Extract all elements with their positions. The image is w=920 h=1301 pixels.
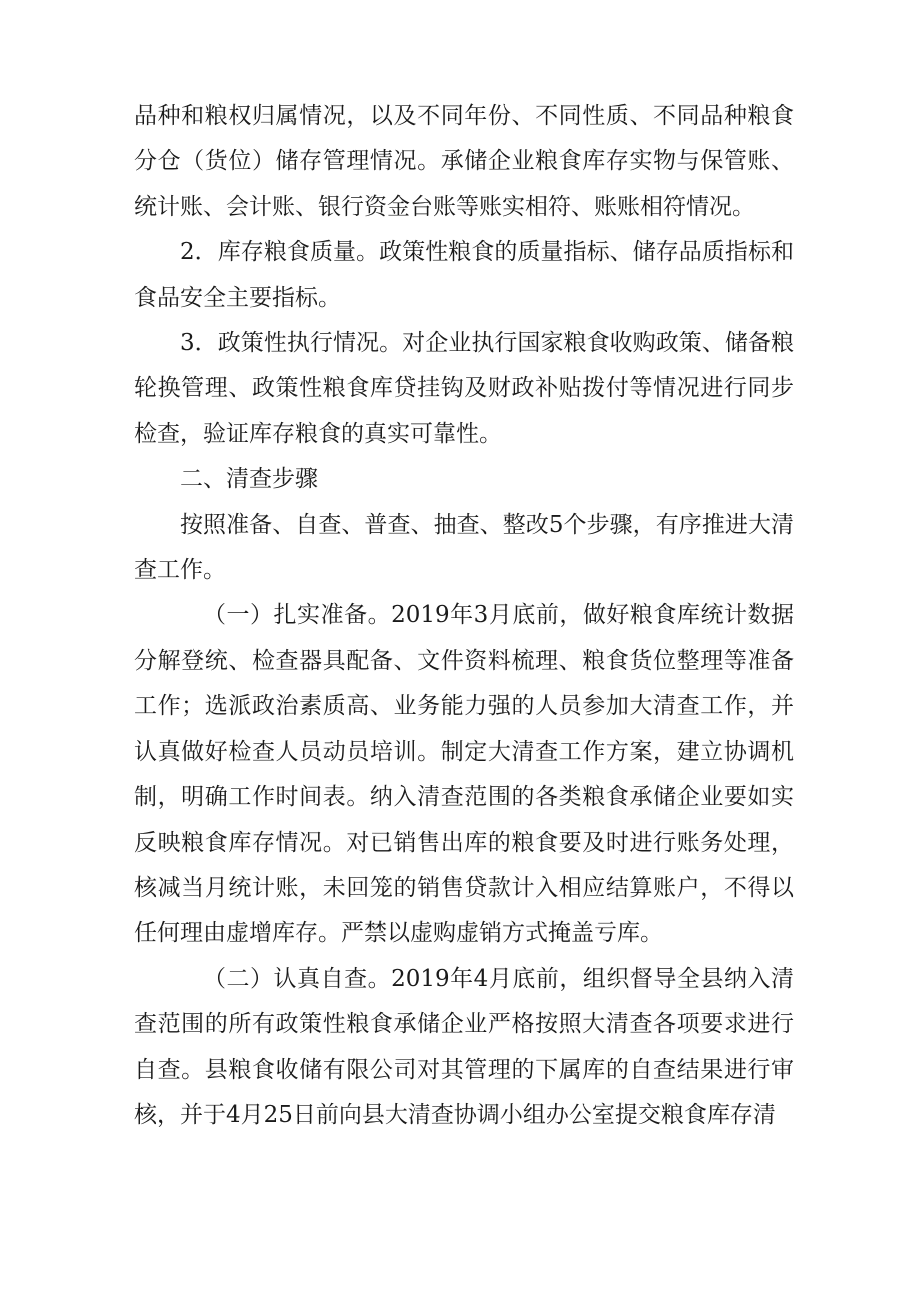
paragraph-grain-quality: 2．库存粮食质量。政策性粮食的质量指标、储存品质指标和食品安全主要指标。 — [134, 239, 794, 311]
paragraph-inventory-continuation: 品种和粮权归属情况，以及不同年份、不同性质、不同品种粮食分仓（货位）储存管理情况。承储企业粮食库存实物与保管账、统计账、会计账、银行资金台账等账实相符、账账相符情况。 — [134, 103, 794, 220]
paragraph-preparation: （一）扎实准备。2019年3月底前，做好粮食库统计数据分解登统、检查器具配备、文件资料梳理、粮食货位整理等准备工作；选派政治素质高、业务能力强的人员参加大清查工作，并认真做好检查人员动员培训。制定大清查工作方案，建立协调机制，明确工作时间表。纳入清查范围的各类粮食承储企业要如实反映粮食库存情况。对已销售出库的粮食要及时进行账务处理，核减当月统计账，未回笼的销售贷款计入相应结算账户，不得以任何理由虚增库存。严禁以虚购虚销方式掩盖亏库。 — [134, 602, 794, 947]
paragraph-self-inspection: （二）认真自查。2019年4月底前，组织督导全县纳入清查范围的所有政策性粮食承储企业严格按照大清查各项要求进行自查。县粮食收储有限公司对其管理的下属库的自查结果进行审核，并于4月25日前向县大清查协调小组办公室提交粮食库存清 — [134, 965, 794, 1128]
document-body — [134, 94, 794, 1138]
paragraph-policy-execution: 3．政策性执行情况。对企业执行国家粮食收购政策、储备粮轮换管理、政策性粮食库贷挂钩及财政补贴拨付等情况进行同步检查，验证库存粮食的真实可靠性。 — [134, 330, 794, 447]
paragraph-steps-overview: 按照准备、自查、普查、抽查、整改5个步骤，有序推进大清查工作。 — [134, 511, 794, 584]
section-heading-steps: 二、清查步骤 — [180, 466, 318, 493]
